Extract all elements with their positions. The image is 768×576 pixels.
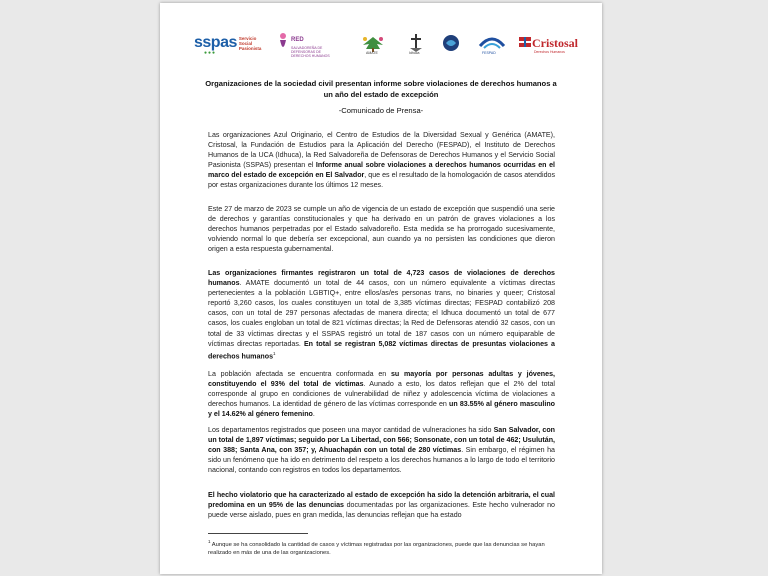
idhuca-cross-icon (408, 33, 424, 53)
fespad-logo: FESPAD (478, 29, 508, 57)
logo-bar (160, 29, 602, 57)
document-page (160, 3, 602, 574)
azul-originario-logo (442, 29, 464, 57)
globe-icon (442, 34, 460, 52)
footnote-marker: 1 (273, 350, 276, 356)
paragraph-2: Este 27 de marzo de 2023 se cumple un año de vigencia de un estado de excepción que suspendió una serie de derechos y garantías constitucionales y que ha derivado en un patrón de graves violaciones a los derechos humanos perpetradas por el Estado salvadoreño. Esta medida se ha prorrogado sucesivamente, volviendo normal lo que debería ser excepcional, aun cuando ya no persisten las condiciones que dieron origen a esta respuesta gubernamental. (208, 205, 555, 254)
red-defensoras-logo: RED SALVADOREÑA DE DEFENSORAS DE DERECHOS HUMANOS (278, 29, 350, 57)
paragraph-3: Las organizaciones firmantes registraron un total de 4,723 casos de violaciones de derechos humanos. AMATE documentó un total de 44 casos, con un número equivalente a víctimas directas pertenecientes a la población LGBTIQ+, entre ellos/as/es personas trans, no binaries y queer; Cristosal reportó 3,260 casos, los cuales constituyen un total de 3,385 víctimas directas; FESPAD contabilizó 208 casos, con un total de 297 personas afectadas de manera directa; el Idhuca documentó un total de 677 casos, los cuales engloban un total de 821 víctimas directas; la Red de Defensoras atendió 32 casos, con un total de 33 víctimas directas y el SSPAS registró un total de 187 casos con un número equiparable de víctimas directas reportadas. En total se registran 5,082 víctimas directas de presuntas violaciones a derechos humanos$^1$ (208, 269, 555, 361)
paragraph-4: La población afectada se encuentra conformada en su mayoría por personas adultas y jóvenes, constituyendo el 93% del total de víctimas. Aunado a esto, los datos reflejan que el 2% del total corresponde al grupo en condiciones de vulnerabilidad de niñez y adolescencia víctima de violaciones a derechos humanos. La identidad de género de las víctimas corresponde en un 83.55% al género masculino y el 14.62% al género femenino. (208, 370, 556, 419)
press-release-title: Organizaciones de la sociedad civil presentan informe sobre violaciones de derechos humanos a un año del estado de excepción (205, 79, 557, 99)
sspas-logo: sspas Servicio Social Pasionista ●●● (194, 34, 262, 56)
footnote: $^1$ Aunque se ha consolidado la cantidad de casos y víctimas registradas por las organizaciones, puede que las denuncias se hayan realizado en más de una de las organizaciones. (208, 539, 545, 557)
paragraph-6: El hecho violatorio que ha caracterizado al estado de excepción ha sido la detención arbitraria, el cual predomina en un 95% de las denuncias documentadas por las organizaciones. Este hecho vulnerador no puede verse aislado, pues en gran medida, las denuncias reflejan que ha estado (208, 491, 555, 520)
cristosal-flag-icon (518, 35, 532, 51)
paragraph-5: Los departamentos registrados que poseen una mayor cantidad de vulneraciones ha sido San Salvador, con un total de 1,897 víctimas; seguido por La Libertad, con 566; Sonsonate, con un total de 462; Usulután, con 388; Santa Ana, con 357; y, Ahuachapán con un total de 280 víctimas. Sin embargo, el régimen ha sido un fenómeno que ha ido en detrimento del respeto a los derechos humanos a lo largo de todo el territorio nacional, contando con registros en todos los departamentos. (208, 426, 556, 475)
fespad-emblem-icon (478, 34, 506, 52)
red-figure-icon (278, 32, 288, 54)
cristosal-logo: Cristosal Derechos Humanos (518, 29, 592, 57)
idhuca-logo: Idhuca (408, 29, 430, 57)
paragraph-1: Las organizaciones Azul Originario, el Centro de Estudios de la Diversidad Sexual y Genérica (AMATE), Cristosal, la Fundación de Estudios para la Aplicación del Derecho (FESPAD), el Instituto de Derechos Humanos de la UCA (Idhuca), la Red Salvadoreña de Defensoras de Derechos Humanos y el Servicio Social Pasionista (SSPAS) presentan el Informe anual sobre violaciones a derechos humanos ocurridas en el marco del estado de excepción en El Salvador, que es el resultado de la homologación de casos atendidos por estas organizaciones durante los últimos 12 meses. (208, 131, 556, 190)
press-release-subtitle: -Comunicado de Prensa- (338, 106, 424, 115)
footnote-divider (208, 533, 308, 534)
amate-tree-icon (358, 33, 388, 53)
amate-logo: AMATE (358, 29, 392, 57)
